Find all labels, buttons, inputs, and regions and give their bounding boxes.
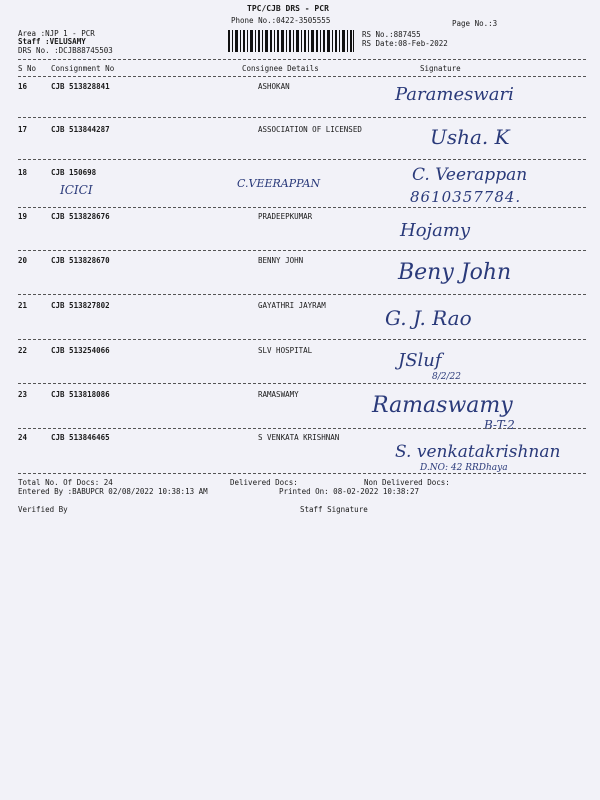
page-number: Page No.:3 bbox=[452, 19, 498, 28]
row-consignment: CJB 513828676 bbox=[51, 212, 110, 221]
staff-signature: Staff Signature bbox=[300, 505, 368, 514]
row-consignee: ASSOCIATION OF LICENSED bbox=[258, 125, 362, 134]
col-signature: Signature bbox=[420, 64, 461, 73]
printed-on: Printed On: 08-02-2022 10:38:27 bbox=[279, 487, 419, 496]
row-sno: 17 bbox=[18, 125, 28, 134]
row-consignment: CJB 513828670 bbox=[51, 256, 110, 265]
row-sno: 19 bbox=[18, 212, 28, 221]
barcode bbox=[228, 30, 354, 52]
row-handwritten-consignee: C.VEERAPPAN bbox=[237, 177, 321, 190]
row-sno: 16 bbox=[18, 82, 28, 91]
row-consignee: ASHOKAN bbox=[258, 82, 290, 91]
row-consignment: CJB 150698 bbox=[51, 168, 97, 177]
row-phone-note: 8610357784. bbox=[410, 188, 522, 206]
row-consignment: CJB 513846465 bbox=[51, 433, 110, 442]
row-sno: 21 bbox=[18, 301, 28, 310]
row-sno: 23 bbox=[18, 390, 28, 399]
row-consignment: CJB 513254066 bbox=[51, 346, 110, 355]
rs-date: RS Date:08-Feb-2022 bbox=[362, 39, 448, 48]
row-signature: G. J. Rao bbox=[385, 306, 472, 330]
row-consignment: CJB 513828841 bbox=[51, 82, 110, 91]
row-consignee: BENNY JOHN bbox=[258, 256, 304, 265]
row-signature: Beny John bbox=[398, 260, 512, 285]
area-label: Area :NJP 1 - PCR bbox=[18, 29, 95, 38]
row-handwritten-note: ICICI bbox=[60, 183, 93, 197]
row-signature: S. venkatakrishnan bbox=[395, 442, 561, 462]
row-consignee: SLV HOSPITAL bbox=[258, 346, 313, 355]
total-docs: Total No. Of Docs: 24 bbox=[18, 478, 113, 487]
rs-number: RS No.:887455 bbox=[362, 30, 421, 39]
row-signature: Hojamy bbox=[400, 220, 471, 241]
delivered-docs: Delivered Docs: bbox=[230, 478, 298, 487]
row-signature: C. Veerappan bbox=[412, 165, 528, 185]
row-signature: JSluf bbox=[398, 350, 442, 371]
row-signature: Parameswari bbox=[395, 84, 514, 105]
row-address-note: D.NO: 42 RRDhaya bbox=[420, 463, 508, 473]
document-title: TPC/CJB DRS - PCR bbox=[247, 4, 329, 13]
row-sno: 18 bbox=[18, 168, 28, 177]
non-delivered-docs: Non Delivered Docs: bbox=[364, 478, 450, 487]
row-signature: Ramaswamy bbox=[372, 393, 513, 418]
row-consignment: CJB 513844287 bbox=[51, 125, 110, 134]
row-consignee: PRADEEPKUMAR bbox=[258, 212, 313, 221]
row-consignee: S VENKATA KRISHNAN bbox=[258, 433, 340, 442]
row-note: B-T-2 bbox=[484, 418, 515, 432]
entered-by: Entered By :BABUPCR 02/08/2022 10:38:13 AM bbox=[18, 487, 208, 496]
row-consignment: CJB 513818086 bbox=[51, 390, 110, 399]
phone-number: Phone No.:0422-3505555 bbox=[231, 16, 331, 25]
row-sno: 22 bbox=[18, 346, 28, 355]
row-sno: 20 bbox=[18, 256, 28, 265]
drs-number: DRS No. :DCJB88745503 bbox=[18, 46, 113, 55]
row-consignee: GAYATHRI JAYRAM bbox=[258, 301, 326, 310]
row-consignee: RAMASWAMY bbox=[258, 390, 299, 399]
row-signature: Usha. K bbox=[430, 125, 510, 149]
verified-by: Verified By bbox=[18, 505, 68, 514]
col-sno: S No bbox=[18, 64, 37, 73]
staff-label: Staff :VELUSAMY bbox=[18, 37, 86, 46]
col-consignee: Consignee Details bbox=[242, 64, 319, 73]
row-date-note: 8/2/22 bbox=[432, 372, 461, 382]
col-consignment: Consignment No bbox=[51, 64, 115, 73]
row-consignment: CJB 513827802 bbox=[51, 301, 110, 310]
row-sno: 24 bbox=[18, 433, 28, 442]
